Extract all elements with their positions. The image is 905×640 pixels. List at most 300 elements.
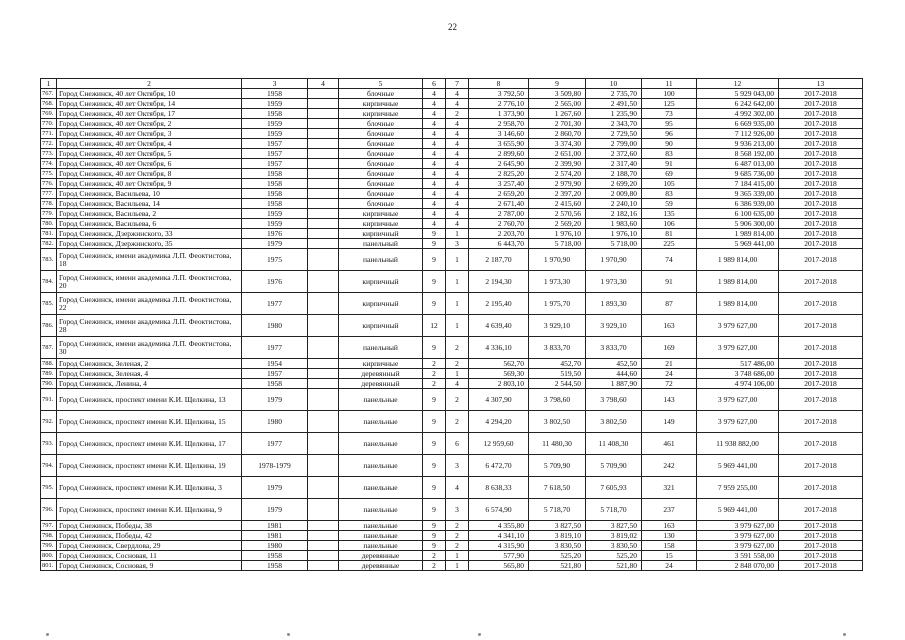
table-cell: 4 bbox=[446, 189, 469, 199]
table-cell: 4 315,90 bbox=[469, 541, 529, 551]
table-cell: 1 bbox=[446, 315, 469, 337]
table-cell bbox=[308, 199, 339, 209]
table-cell: 1958 bbox=[242, 89, 308, 99]
table-cell: 3 655,90 bbox=[469, 139, 529, 149]
table-cell: 5 718,70 bbox=[529, 499, 586, 521]
table-cell: 4 bbox=[446, 179, 469, 189]
table-cell: 4 bbox=[423, 159, 446, 169]
table-cell: 3 792,50 bbox=[469, 89, 529, 99]
table-cell: деревянные bbox=[339, 551, 423, 561]
header-cell: 5 bbox=[339, 79, 423, 89]
table-cell: 1958 bbox=[242, 561, 308, 571]
table-cell: 1 973,30 bbox=[586, 271, 642, 293]
table-cell: 1979 bbox=[242, 499, 308, 521]
table-cell: 7 184 415,00 bbox=[697, 179, 779, 189]
table-cell: 135 bbox=[642, 209, 697, 219]
table-cell: 519,50 bbox=[529, 369, 586, 379]
table-cell: 3 748 686,00 bbox=[697, 369, 779, 379]
table-cell bbox=[308, 229, 339, 239]
table-cell: панельные bbox=[339, 477, 423, 499]
table-cell: блочные bbox=[339, 129, 423, 139]
table-cell: 2 848 070,00 bbox=[697, 561, 779, 571]
table-cell: 7 618,50 bbox=[529, 477, 586, 499]
table-cell: 2017-2018 bbox=[779, 389, 863, 411]
table-cell: 1959 bbox=[242, 209, 308, 219]
address-cell: Город Снежинск, Васильева, 14 bbox=[57, 199, 242, 209]
address-cell: Город Снежинск, Победы, 42 bbox=[57, 531, 242, 541]
table-cell: панельный bbox=[339, 239, 423, 249]
header-cell: 7 bbox=[446, 79, 469, 89]
page-number: 22 bbox=[448, 22, 457, 32]
table-cell: 3 929,10 bbox=[529, 315, 586, 337]
table-cell: 2 bbox=[446, 109, 469, 119]
table-cell: 5 906 300,00 bbox=[697, 219, 779, 229]
header-cell: 8 bbox=[469, 79, 529, 89]
address-cell: Город Снежинск, Васильева, 2 bbox=[57, 209, 242, 219]
table-cell: 2 565,00 bbox=[529, 99, 586, 109]
table-cell: 3 929,10 bbox=[586, 315, 642, 337]
table-row bbox=[41, 109, 863, 119]
table-row bbox=[41, 169, 863, 179]
table-cell: 1981 bbox=[242, 531, 308, 541]
row-number-cell: 770. bbox=[41, 119, 57, 129]
header-cell: 4 bbox=[308, 79, 339, 89]
table-cell: 2017-2018 bbox=[779, 199, 863, 209]
table-cell: панельные bbox=[339, 433, 423, 455]
table-cell: 169 bbox=[642, 337, 697, 359]
address-cell: Город Снежинск, 40 лет Октября, 8 bbox=[57, 169, 242, 179]
table-cell: 7 605,93 bbox=[586, 477, 642, 499]
table-cell: 5 969 441,00 bbox=[697, 499, 779, 521]
table-cell: 69 bbox=[642, 169, 697, 179]
table-cell: 4 992 302,00 bbox=[697, 109, 779, 119]
row-number-cell: 784. bbox=[41, 271, 57, 293]
table-cell bbox=[308, 139, 339, 149]
table-cell: 9 bbox=[423, 389, 446, 411]
table-cell: панельные bbox=[339, 389, 423, 411]
table-cell: 2 651,00 bbox=[529, 149, 586, 159]
table-cell: 2017-2018 bbox=[779, 149, 863, 159]
table-cell: 4 336,10 bbox=[469, 337, 529, 359]
table-row bbox=[41, 129, 863, 139]
table-cell: 1 bbox=[446, 271, 469, 293]
table-cell: 2017-2018 bbox=[779, 271, 863, 293]
table-cell: 105 bbox=[642, 179, 697, 189]
header-cell: 3 bbox=[242, 79, 308, 89]
table-cell: 7 112 926,00 bbox=[697, 129, 779, 139]
table-row bbox=[41, 531, 863, 541]
table-cell bbox=[308, 551, 339, 561]
table-cell bbox=[308, 389, 339, 411]
address-cell: Город Снежинск, 40 лет Октября, 6 bbox=[57, 159, 242, 169]
table-cell: 91 bbox=[642, 159, 697, 169]
table-cell: 2017-2018 bbox=[779, 359, 863, 369]
row-number-cell: 793. bbox=[41, 433, 57, 455]
table-cell: 9 bbox=[423, 271, 446, 293]
table-cell: 3 374,30 bbox=[529, 139, 586, 149]
table-cell: 83 bbox=[642, 189, 697, 199]
table-cell: 3 802,50 bbox=[586, 411, 642, 433]
table-cell: 569,30 bbox=[469, 369, 529, 379]
table-cell: 8 568 192,00 bbox=[697, 149, 779, 159]
table-cell: 4 bbox=[423, 119, 446, 129]
table-cell: 2 343,70 bbox=[586, 119, 642, 129]
table-cell: 2 bbox=[446, 521, 469, 531]
table-cell: 4 bbox=[446, 169, 469, 179]
table-cell: 2017-2018 bbox=[779, 477, 863, 499]
table-cell: 90 bbox=[642, 139, 697, 149]
table-row bbox=[41, 119, 863, 129]
table-cell: 3 819,02 bbox=[586, 531, 642, 541]
table-cell: 73 bbox=[642, 109, 697, 119]
table-cell: 6 487 013,00 bbox=[697, 159, 779, 169]
table-cell: 12 959,60 bbox=[469, 433, 529, 455]
table-cell: 3 827,50 bbox=[586, 521, 642, 531]
table-cell: 237 bbox=[642, 499, 697, 521]
table-row bbox=[41, 229, 863, 239]
address-cell: Город Снежинск, 40 лет Октября, 5 bbox=[57, 149, 242, 159]
table-cell: 517 486,00 bbox=[697, 359, 779, 369]
row-number-cell: 782. bbox=[41, 239, 57, 249]
table-cell bbox=[308, 209, 339, 219]
table-cell: 3 833,70 bbox=[529, 337, 586, 359]
table-cell: 3 830,50 bbox=[529, 541, 586, 551]
table-cell: 4 bbox=[446, 89, 469, 99]
table-cell: 2 bbox=[446, 411, 469, 433]
table-cell: блочные bbox=[339, 199, 423, 209]
address-cell: Город Снежинск, Зеленая, 2 bbox=[57, 359, 242, 369]
table-cell: 9 bbox=[423, 411, 446, 433]
table-cell: блочные bbox=[339, 149, 423, 159]
table-cell: кирпичный bbox=[339, 293, 423, 315]
table-cell: 2 574,20 bbox=[529, 169, 586, 179]
table-cell: кирпичный bbox=[339, 271, 423, 293]
table-cell: 11 480,30 bbox=[529, 433, 586, 455]
table-cell: 1 973,30 bbox=[529, 271, 586, 293]
table-cell: 2017-2018 bbox=[779, 541, 863, 551]
table-cell: 452,50 bbox=[586, 359, 642, 369]
table-cell: 2 399,90 bbox=[529, 159, 586, 169]
housing-registry-table bbox=[40, 78, 863, 571]
table-cell: 2 729,50 bbox=[586, 129, 642, 139]
table-cell: 2017-2018 bbox=[779, 561, 863, 571]
table-cell: 6 386 939,00 bbox=[697, 199, 779, 209]
table-cell: блочные bbox=[339, 119, 423, 129]
table-cell: 2 bbox=[423, 359, 446, 369]
table-cell bbox=[308, 249, 339, 271]
address-cell: Город Снежинск, проспект имени К.И. Щелкина, 9 bbox=[57, 499, 242, 521]
table-cell: панельные bbox=[339, 455, 423, 477]
table-cell: 11 938 882,00 bbox=[697, 433, 779, 455]
table-cell: 2 544,50 bbox=[529, 379, 586, 389]
table-cell: 242 bbox=[642, 455, 697, 477]
table-cell: 3 802,50 bbox=[529, 411, 586, 433]
table-cell: 2 bbox=[423, 369, 446, 379]
table-row bbox=[41, 315, 863, 337]
table-cell: 521,80 bbox=[529, 561, 586, 571]
row-number-cell: 769. bbox=[41, 109, 57, 119]
table-cell: 2 671,40 bbox=[469, 199, 529, 209]
table-cell: 3 979 627,00 bbox=[697, 531, 779, 541]
address-cell: Город Снежинск, проспект имени К.И. Щелкина, 13 bbox=[57, 389, 242, 411]
table-cell: 1 bbox=[446, 229, 469, 239]
table-row bbox=[41, 271, 863, 293]
table-cell: 1958 bbox=[242, 551, 308, 561]
table-cell: 1976 bbox=[242, 229, 308, 239]
table-cell: панельные bbox=[339, 541, 423, 551]
table-cell: 125 bbox=[642, 99, 697, 109]
table-cell: 4 bbox=[423, 149, 446, 159]
table-cell: 4 bbox=[446, 379, 469, 389]
table-row bbox=[41, 561, 863, 571]
table-cell: 1 267,60 bbox=[529, 109, 586, 119]
row-number-cell: 773. bbox=[41, 149, 57, 159]
table-cell: 1959 bbox=[242, 219, 308, 229]
table-cell: 87 bbox=[642, 293, 697, 315]
table-cell: 9 bbox=[423, 293, 446, 315]
table-cell: 2 187,70 bbox=[469, 249, 529, 271]
table-cell: кирпичные bbox=[339, 99, 423, 109]
table-row bbox=[41, 293, 863, 315]
table-cell: 1977 bbox=[242, 337, 308, 359]
table-cell: 1 bbox=[446, 551, 469, 561]
table-cell: 1959 bbox=[242, 119, 308, 129]
row-number-cell: 774. bbox=[41, 159, 57, 169]
table-row bbox=[41, 89, 863, 99]
table-cell: 2 569,20 bbox=[529, 219, 586, 229]
table-row bbox=[41, 179, 863, 189]
table-cell: 2 825,20 bbox=[469, 169, 529, 179]
table-cell: 1958 bbox=[242, 169, 308, 179]
table-header-row bbox=[41, 79, 863, 89]
address-cell: Город Снежинск, 40 лет Октября, 3 bbox=[57, 129, 242, 139]
table-row bbox=[41, 209, 863, 219]
table-cell: 2 979,90 bbox=[529, 179, 586, 189]
table-cell: 2017-2018 bbox=[779, 551, 863, 561]
row-number-cell: 801. bbox=[41, 561, 57, 571]
row-number-cell: 786. bbox=[41, 315, 57, 337]
table-cell: 3 798,60 bbox=[586, 389, 642, 411]
table-cell: 1958 bbox=[242, 199, 308, 209]
table-cell: 9 bbox=[423, 249, 446, 271]
table-cell bbox=[308, 521, 339, 531]
table-cell: 91 bbox=[642, 271, 697, 293]
table-cell: 9 bbox=[423, 455, 446, 477]
table-cell: 5 969 441,00 bbox=[697, 455, 779, 477]
row-number-cell: 795. bbox=[41, 477, 57, 499]
table-row bbox=[41, 455, 863, 477]
table-cell: 2017-2018 bbox=[779, 433, 863, 455]
table-cell: 2017-2018 bbox=[779, 129, 863, 139]
table-cell: 4 bbox=[446, 219, 469, 229]
table-cell: 4 294,20 bbox=[469, 411, 529, 433]
row-number-cell: 792. bbox=[41, 411, 57, 433]
table-cell bbox=[308, 359, 339, 369]
table-cell: 3 979 627,00 bbox=[697, 337, 779, 359]
table-cell: 1980 bbox=[242, 315, 308, 337]
table-cell bbox=[308, 455, 339, 477]
table-cell: блочные bbox=[339, 89, 423, 99]
table-cell: деревянный bbox=[339, 379, 423, 389]
address-cell: Город Снежинск, проспект имени К.И. Щелкина, 19 bbox=[57, 455, 242, 477]
address-cell: Город Снежинск, Сосновая, 11 bbox=[57, 551, 242, 561]
table-cell bbox=[308, 159, 339, 169]
row-number-cell: 785. bbox=[41, 293, 57, 315]
table-cell: 1980 bbox=[242, 411, 308, 433]
table-cell: кирпичный bbox=[339, 229, 423, 239]
table-cell: 1958 bbox=[242, 379, 308, 389]
table-cell: 4 bbox=[423, 89, 446, 99]
table-cell: 2 bbox=[446, 337, 469, 359]
table-cell: 2 182,16 bbox=[586, 209, 642, 219]
table-cell: 4 bbox=[446, 209, 469, 219]
table-cell: 3 bbox=[446, 239, 469, 249]
table-cell: 2017-2018 bbox=[779, 219, 863, 229]
table-cell: 4 bbox=[446, 199, 469, 209]
table-cell bbox=[308, 149, 339, 159]
table-cell bbox=[308, 189, 339, 199]
address-cell: Город Снежинск, 40 лет Октября, 2 bbox=[57, 119, 242, 129]
table-cell: 5 709,90 bbox=[586, 455, 642, 477]
table-row bbox=[41, 369, 863, 379]
table-cell: 1980 bbox=[242, 541, 308, 551]
row-number-cell: 779. bbox=[41, 209, 57, 219]
table-cell: 1979 bbox=[242, 477, 308, 499]
table-cell: 2017-2018 bbox=[779, 411, 863, 433]
table-cell: кирпичный bbox=[339, 315, 423, 337]
table-cell: 163 bbox=[642, 315, 697, 337]
table-row bbox=[41, 159, 863, 169]
table-cell: 11 408,30 bbox=[586, 433, 642, 455]
table-cell: 525,20 bbox=[586, 551, 642, 561]
table-cell: 9 bbox=[423, 531, 446, 541]
table-cell: кирпичные bbox=[339, 219, 423, 229]
table-cell: 565,80 bbox=[469, 561, 529, 571]
table-cell: 2017-2018 bbox=[779, 99, 863, 109]
table-cell: панельный bbox=[339, 249, 423, 271]
address-cell: Город Снежинск, Свердлова, 29 bbox=[57, 541, 242, 551]
table-cell: 2 491,50 bbox=[586, 99, 642, 109]
table-cell: 9 bbox=[423, 541, 446, 551]
table-cell: 3 591 558,00 bbox=[697, 551, 779, 561]
table-cell: 321 bbox=[642, 477, 697, 499]
table-cell: 6 bbox=[446, 433, 469, 455]
table-cell: 1 976,10 bbox=[529, 229, 586, 239]
table-row bbox=[41, 359, 863, 369]
table-cell: 2 397,20 bbox=[529, 189, 586, 199]
address-cell: Город Снежинск, имени академика Л.П. Феоктистова, 20 bbox=[57, 271, 242, 293]
row-number-cell: 767. bbox=[41, 89, 57, 99]
table-cell: 21 bbox=[642, 359, 697, 369]
table-cell: 1 983,60 bbox=[586, 219, 642, 229]
table-cell: 2017-2018 bbox=[779, 379, 863, 389]
address-cell: Город Снежинск, имени академика Л.П. Феоктистова, 30 bbox=[57, 337, 242, 359]
row-number-cell: 794. bbox=[41, 455, 57, 477]
table-cell: 74 bbox=[642, 249, 697, 271]
table-cell: 2 415,60 bbox=[529, 199, 586, 209]
table-cell: 81 bbox=[642, 229, 697, 239]
address-cell: Город Снежинск, Победы, 38 bbox=[57, 521, 242, 531]
table-cell: 9 bbox=[423, 337, 446, 359]
table-cell: 1 bbox=[446, 249, 469, 271]
table-cell: 2 760,70 bbox=[469, 219, 529, 229]
row-number-cell: 781. bbox=[41, 229, 57, 239]
scan-mark bbox=[843, 633, 846, 636]
table-cell: 3 146,60 bbox=[469, 129, 529, 139]
table-cell: 2 645,90 bbox=[469, 159, 529, 169]
table-cell: 95 bbox=[642, 119, 697, 129]
table-cell: 2017-2018 bbox=[779, 315, 863, 337]
table-cell: 1 976,10 bbox=[586, 229, 642, 239]
table-cell: 2 bbox=[423, 561, 446, 571]
row-number-cell: 800. bbox=[41, 551, 57, 561]
table-cell: 1 373,90 bbox=[469, 109, 529, 119]
table-cell: 525,20 bbox=[529, 551, 586, 561]
table-row bbox=[41, 337, 863, 359]
table-row bbox=[41, 249, 863, 271]
table-cell: 12 bbox=[423, 315, 446, 337]
table-row bbox=[41, 189, 863, 199]
table-cell: 2017-2018 bbox=[779, 521, 863, 531]
table-cell: 3 979 627,00 bbox=[697, 389, 779, 411]
table-row bbox=[41, 541, 863, 551]
table-cell: 521,80 bbox=[586, 561, 642, 571]
table-cell: 444,60 bbox=[586, 369, 642, 379]
table-cell: 2 bbox=[446, 531, 469, 541]
table-cell: 2017-2018 bbox=[779, 139, 863, 149]
table-cell: 1 887,90 bbox=[586, 379, 642, 389]
address-cell: Город Снежинск, Зеленая, 4 bbox=[57, 369, 242, 379]
table-cell: 3 979 627,00 bbox=[697, 521, 779, 531]
address-cell: Город Снежинск, имени академика Л.П. Феоктистова, 22 bbox=[57, 293, 242, 315]
table-cell: 8 638,33 bbox=[469, 477, 529, 499]
table-cell: 158 bbox=[642, 541, 697, 551]
table-cell: 2017-2018 bbox=[779, 89, 863, 99]
table-cell: 4 bbox=[446, 159, 469, 169]
table-cell: 6 669 935,00 bbox=[697, 119, 779, 129]
table-cell: 2017-2018 bbox=[779, 531, 863, 541]
table-cell: 2017-2018 bbox=[779, 239, 863, 249]
address-cell: Город Снежинск, проспект имени К.И. Щелкина, 17 bbox=[57, 433, 242, 455]
table-cell: 1957 bbox=[242, 139, 308, 149]
table-cell: панельные bbox=[339, 531, 423, 541]
table-cell: 6 443,70 bbox=[469, 239, 529, 249]
table-cell: 1 989 814,00 bbox=[697, 271, 779, 293]
row-number-cell: 788. bbox=[41, 359, 57, 369]
table-cell: 7 959 255,00 bbox=[697, 477, 779, 499]
table-cell: 1975 bbox=[242, 249, 308, 271]
table-cell bbox=[308, 433, 339, 455]
table-cell: 2 735,70 bbox=[586, 89, 642, 99]
row-number-cell: 787. bbox=[41, 337, 57, 359]
table-cell: 1977 bbox=[242, 293, 308, 315]
table-cell: блочные bbox=[339, 189, 423, 199]
table-cell: 1978-1979 bbox=[242, 455, 308, 477]
row-number-cell: 777. bbox=[41, 189, 57, 199]
table-cell: 2017-2018 bbox=[779, 249, 863, 271]
table-cell: 6 100 635,00 bbox=[697, 209, 779, 219]
table-cell: панельный bbox=[339, 337, 423, 359]
table-cell: 2017-2018 bbox=[779, 337, 863, 359]
table-cell: 3 979 627,00 bbox=[697, 315, 779, 337]
table-cell: 5 718,00 bbox=[586, 239, 642, 249]
table-cell: 2017-2018 bbox=[779, 169, 863, 179]
table-cell: 1 bbox=[446, 561, 469, 571]
table-cell: 4 bbox=[423, 179, 446, 189]
table-row bbox=[41, 219, 863, 229]
table-cell: 1 970,90 bbox=[529, 249, 586, 271]
table-row bbox=[41, 521, 863, 531]
